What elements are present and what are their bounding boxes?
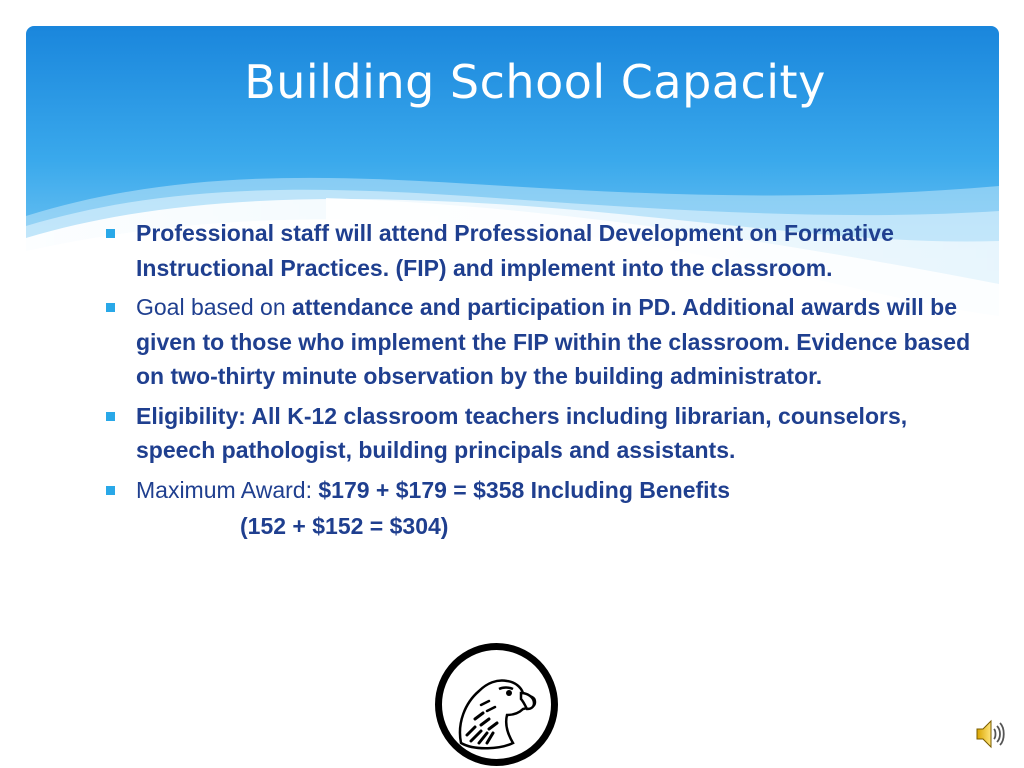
speaker-icon[interactable]: [975, 718, 1005, 750]
eagle-logo-icon: [435, 643, 558, 766]
bullet-text: attendance and participation in PD. Additional awards will be given to those who implement the FIP within the classroom. Evidence based on two-thirty minute observation by the building administrator.: [136, 294, 971, 389]
bullet-list: [104, 216, 974, 544]
bullet-text: Maximum Award:: [136, 476, 319, 503]
bullet-text: Eligibility: All K-12 classroom teachers including librarian, counselors, speech pathologist, building principals and assistants.: [136, 402, 908, 463]
bullet-item: [104, 473, 974, 544]
bullet-item: [104, 290, 974, 394]
bullet-text: Professional staff will attend Professional Development on Formative Instructional Practices. (FIP) and implement into the classroom.: [136, 220, 894, 281]
bullet-square-icon: [106, 486, 115, 495]
bullet-square-icon: [106, 303, 115, 312]
bullet-square-icon: [106, 412, 115, 421]
slide-content: [104, 216, 974, 549]
bullet-text: Goal based on: [136, 294, 293, 320]
bullet-item: [104, 216, 974, 285]
bullet-square-icon: [106, 229, 115, 238]
bullet-item: [104, 399, 974, 468]
bullet-sub-line: (152 + $152 = $304): [240, 513, 449, 539]
bullet-text: $179 + $179 = $358 Including Benefits: [318, 476, 731, 503]
slide-title: Building School Capacity: [244, 55, 826, 109]
